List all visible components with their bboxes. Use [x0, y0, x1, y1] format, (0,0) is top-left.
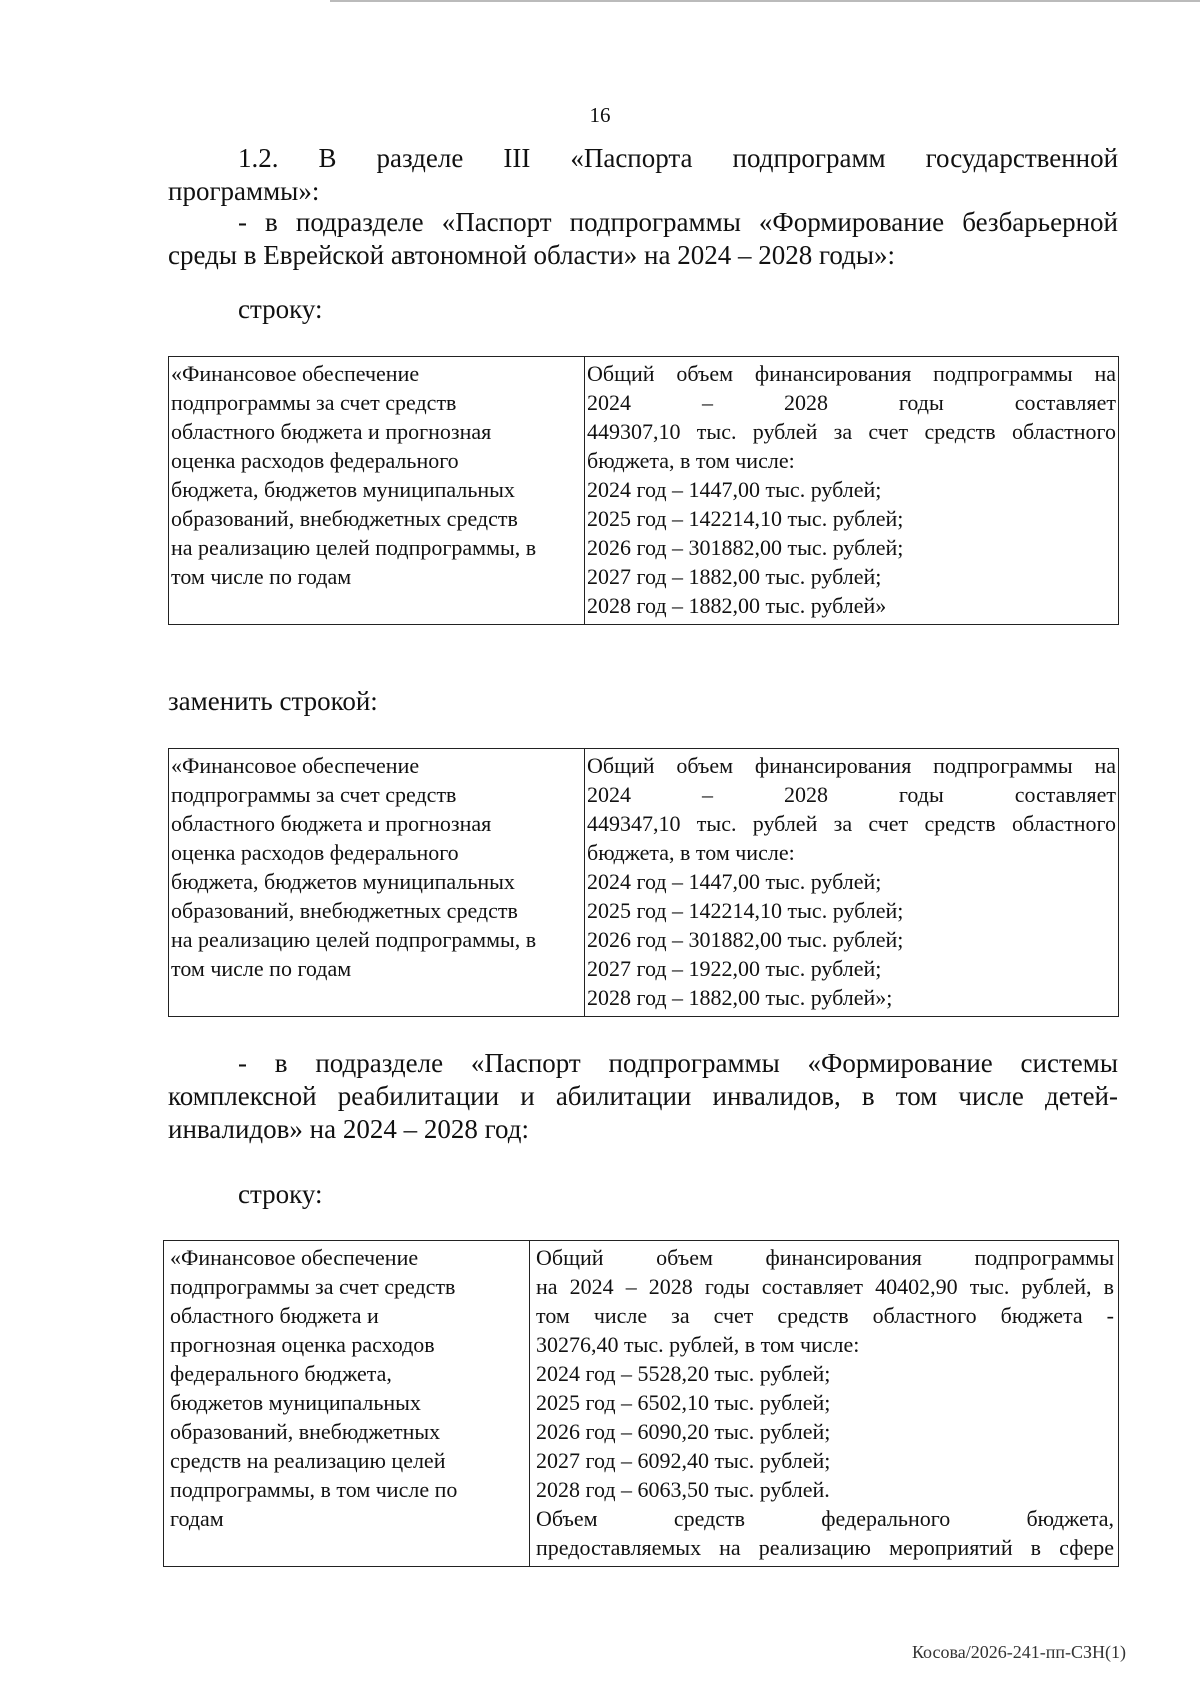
table-3-right-cell: Общий объем финансирования подпрограммы на 2024 – 2028 годы составляет 40402,90 тыс. рублей, в том числе за счет средств областного бюджета - 30276,40 тыс. рублей, в том числе: 2024 год – 5528,20 тыс. рублей; 2025 год – 6502,10 тыс. рублей; 2026 год – 6090,20 тыс. рублей; 2027 год – 6092,40 тыс. рублей; 2028 год – 6063,50 тыс. рублей. Объем средств федерального бюджета, предоставляемых на реализацию мероприятий в сфере — [530, 1241, 1119, 1567]
table-2 — [168, 748, 1119, 1017]
label-row-2: строку: — [238, 1179, 323, 1209]
section1-line-1: - в подразделе «Паспорт подпрограммы «Формирование безбарьерной — [238, 207, 1118, 237]
table-1-row — [169, 357, 1119, 625]
table-1-left-cell: «Финансовое обеспечение подпрограммы за счет средств областного бюджета и прогнозная оценка расходов федерального бюджета, бюджетов муниципальных образований, внебюджетных средств на реализацию целей подпрограммы, в том числе по годам — [169, 357, 585, 625]
table-3-row — [164, 1241, 1119, 1567]
section1-paragraph — [168, 206, 1118, 272]
table-3 — [163, 1240, 1119, 1567]
section2-paragraph — [168, 1047, 1118, 1146]
table-1-right-cell: Общий объем финансирования подпрограммы на 2024 – 2028 годы составляет 449307,10 тыс. рублей за счет средств областного бюджета, в том числе: 2024 год – 1447,00 тыс. рублей; 2025 год – 142214,10 тыс. рублей; 2026 год – 301882,00 тыс. рублей; 2027 год – 1882,00 тыс. рублей; 2028 год – 1882,00 тыс. рублей» — [585, 357, 1119, 625]
section2-line-1: - в подразделе «Паспорт подпрограммы «Формирование системы — [238, 1048, 1118, 1078]
heading-paragraph — [168, 142, 1118, 208]
section1-line-2: среды в Еврейской автономной области» на 2024 – 2028 годы»: — [168, 240, 895, 270]
table-2-row — [169, 749, 1119, 1017]
table-1 — [168, 356, 1119, 625]
section2-line-3: инвалидов» на 2024 – 2028 год: — [168, 1114, 529, 1144]
section2-line-2: комплексной реабилитации и абилитации инвалидов, в том числе детей- — [168, 1081, 1118, 1111]
scan-edge-line — [330, 0, 1200, 2]
document-footer-code: Косова/2026-241-пп-СЗН(1) — [911, 1642, 1126, 1662]
page-number: 16 — [589, 103, 611, 127]
table-2-right-cell: Общий объем финансирования подпрограммы на 2024 – 2028 годы составляет 449347,10 тыс. рублей за счет средств областного бюджета, в том числе: 2024 год – 1447,00 тыс. рублей; 2025 год – 142214,10 тыс. рублей; 2026 год – 301882,00 тыс. рублей; 2027 год – 1922,00 тыс. рублей; 2028 год – 1882,00 тыс. рублей»; — [585, 749, 1119, 1017]
label-replace: заменить строкой: — [168, 686, 378, 716]
heading-line-2: программы»: — [168, 176, 320, 206]
table-2-left-cell: «Финансовое обеспечение подпрограммы за счет средств областного бюджета и прогнозная оценка расходов федерального бюджета, бюджетов муниципальных образований, внебюджетных средств на реализацию целей подпрограммы, в том числе по годам — [169, 749, 585, 1017]
label-row-1: строку: — [238, 294, 323, 324]
table-3-left-cell: «Финансовое обеспечение подпрограммы за счет средств областного бюджета и прогнозная оценка расходов федерального бюджета, бюджетов муниципальных образований, внебюджетных средств на реализацию целей подпрограммы, в том числе по годам — [164, 1241, 530, 1567]
heading-line-1: 1.2. В разделе III «Паспорта подпрограмм государственной — [238, 143, 1119, 173]
